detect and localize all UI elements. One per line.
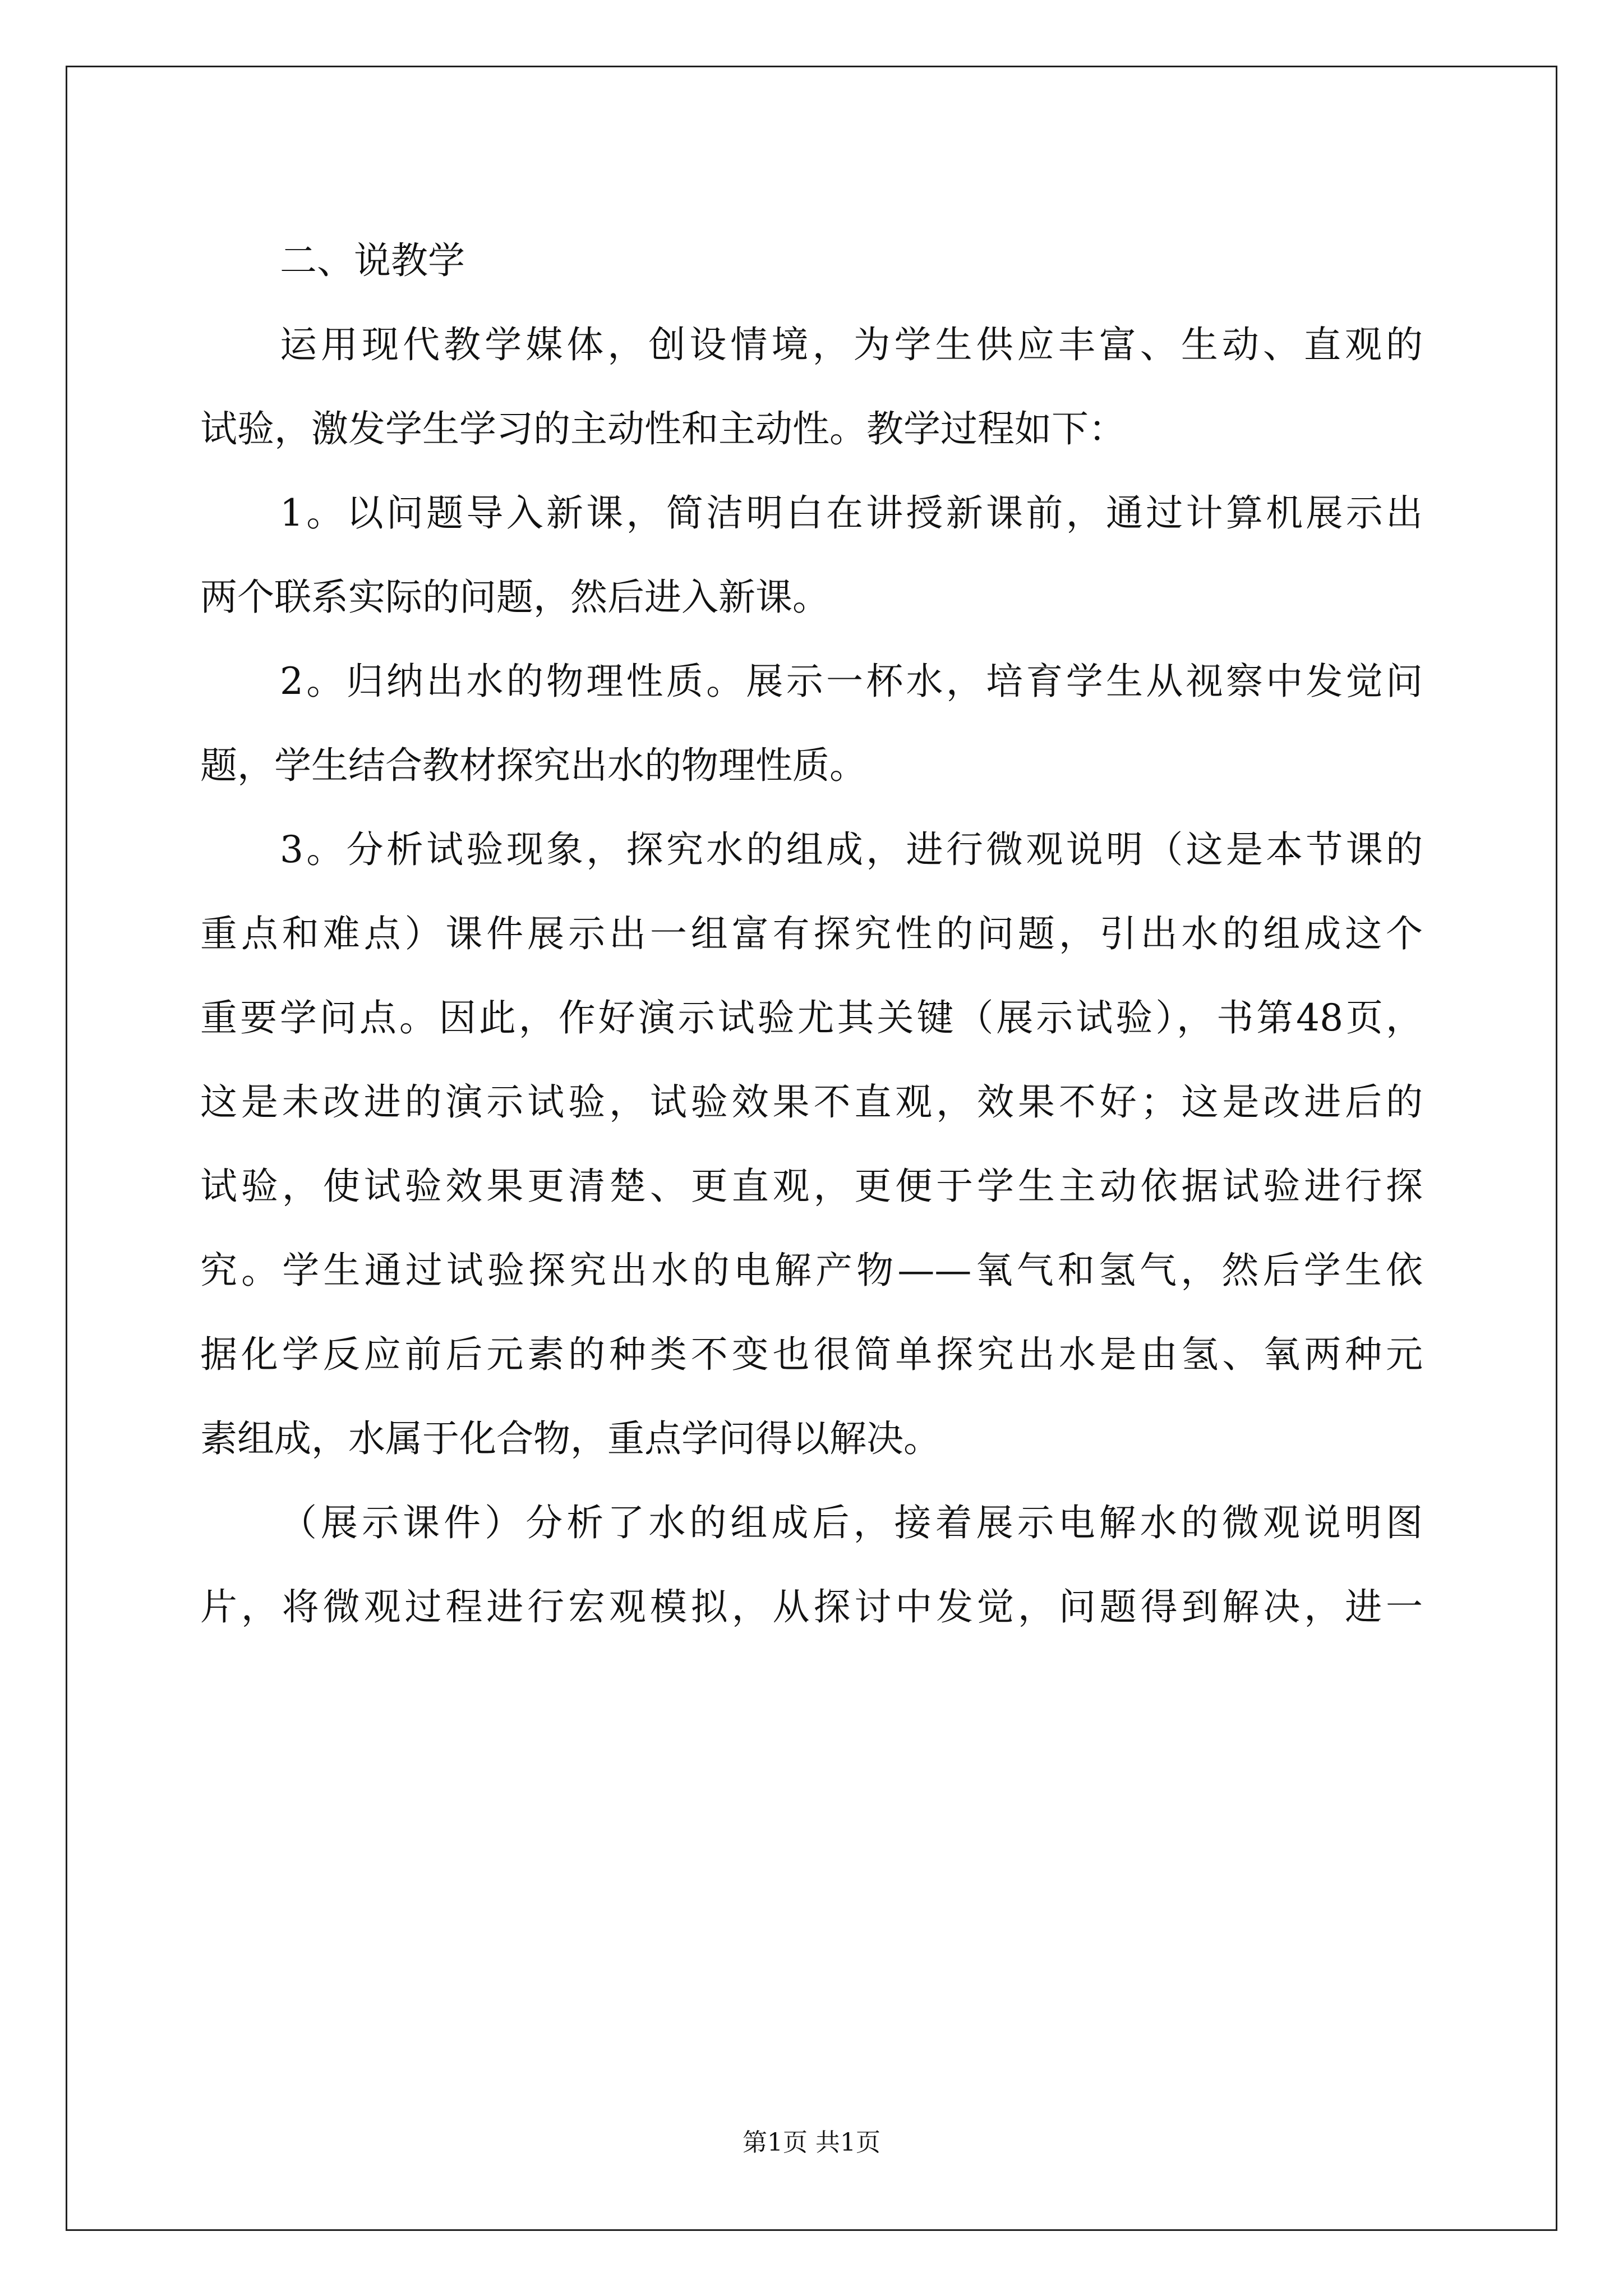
text-line: 素组成，水属于化合物，重点学问得以解决。 bbox=[200, 1417, 940, 1460]
text-line: 2。归纳出水的物理性质。展示一杯水，培育学生从视察中发觉问 bbox=[280, 660, 1423, 703]
text-line: 运用现代教学媒体，创设情境，为学生供应丰富、生动、直观的 bbox=[280, 323, 1423, 366]
text-line: 题，学生结合教材探究出水的物理性质。 bbox=[200, 744, 866, 787]
text-line: 这是未改进的演示试验，试验效果不直观，效果不好；这是改进后的 bbox=[200, 1080, 1423, 1124]
text-line: 重要学问点。因此，作好演示试验尤其关键（展示试验），书第48页， bbox=[200, 996, 1423, 1039]
document-body bbox=[200, 219, 1423, 1649]
text-line: 片，将微观过程进行宏观模拟，从探讨中发觉，问题得到解决，进一 bbox=[200, 1585, 1423, 1628]
text-line: 试验，激发学生学习的主动性和主动性。教学过程如下： bbox=[200, 407, 1126, 450]
text-line: 试验，使试验效果更清楚、更直观，更便于学生主动依据试验进行探 bbox=[200, 1165, 1423, 1208]
text-line: 两个联系实际的问题，然后进入新课。 bbox=[200, 576, 829, 619]
text-line: 1。以问题导入新课，简洁明白在讲授新课前，通过计算机展示出 bbox=[280, 491, 1423, 535]
text-line: 究。学生通过试验探究出水的电解产物——氧气和氢气，然后学生依 bbox=[200, 1249, 1423, 1292]
text-line: 二、说教学 bbox=[280, 239, 465, 282]
text-line: 据化学反应前后元素的种类不变也很简单探究出水是由氢、氧两种元 bbox=[200, 1333, 1423, 1376]
text-line: 3。分析试验现象，探究水的组成，进行微观说明（这是本节课的 bbox=[280, 828, 1423, 871]
page-footer: 第1页 共1页 bbox=[743, 2128, 880, 2157]
text-line: 重点和难点）课件展示出一组富有探究性的问题，引出水的组成这个 bbox=[200, 912, 1423, 955]
text-line: （展示课件）分析了水的组成后，接着展示电解水的微观说明图 bbox=[280, 1501, 1423, 1544]
